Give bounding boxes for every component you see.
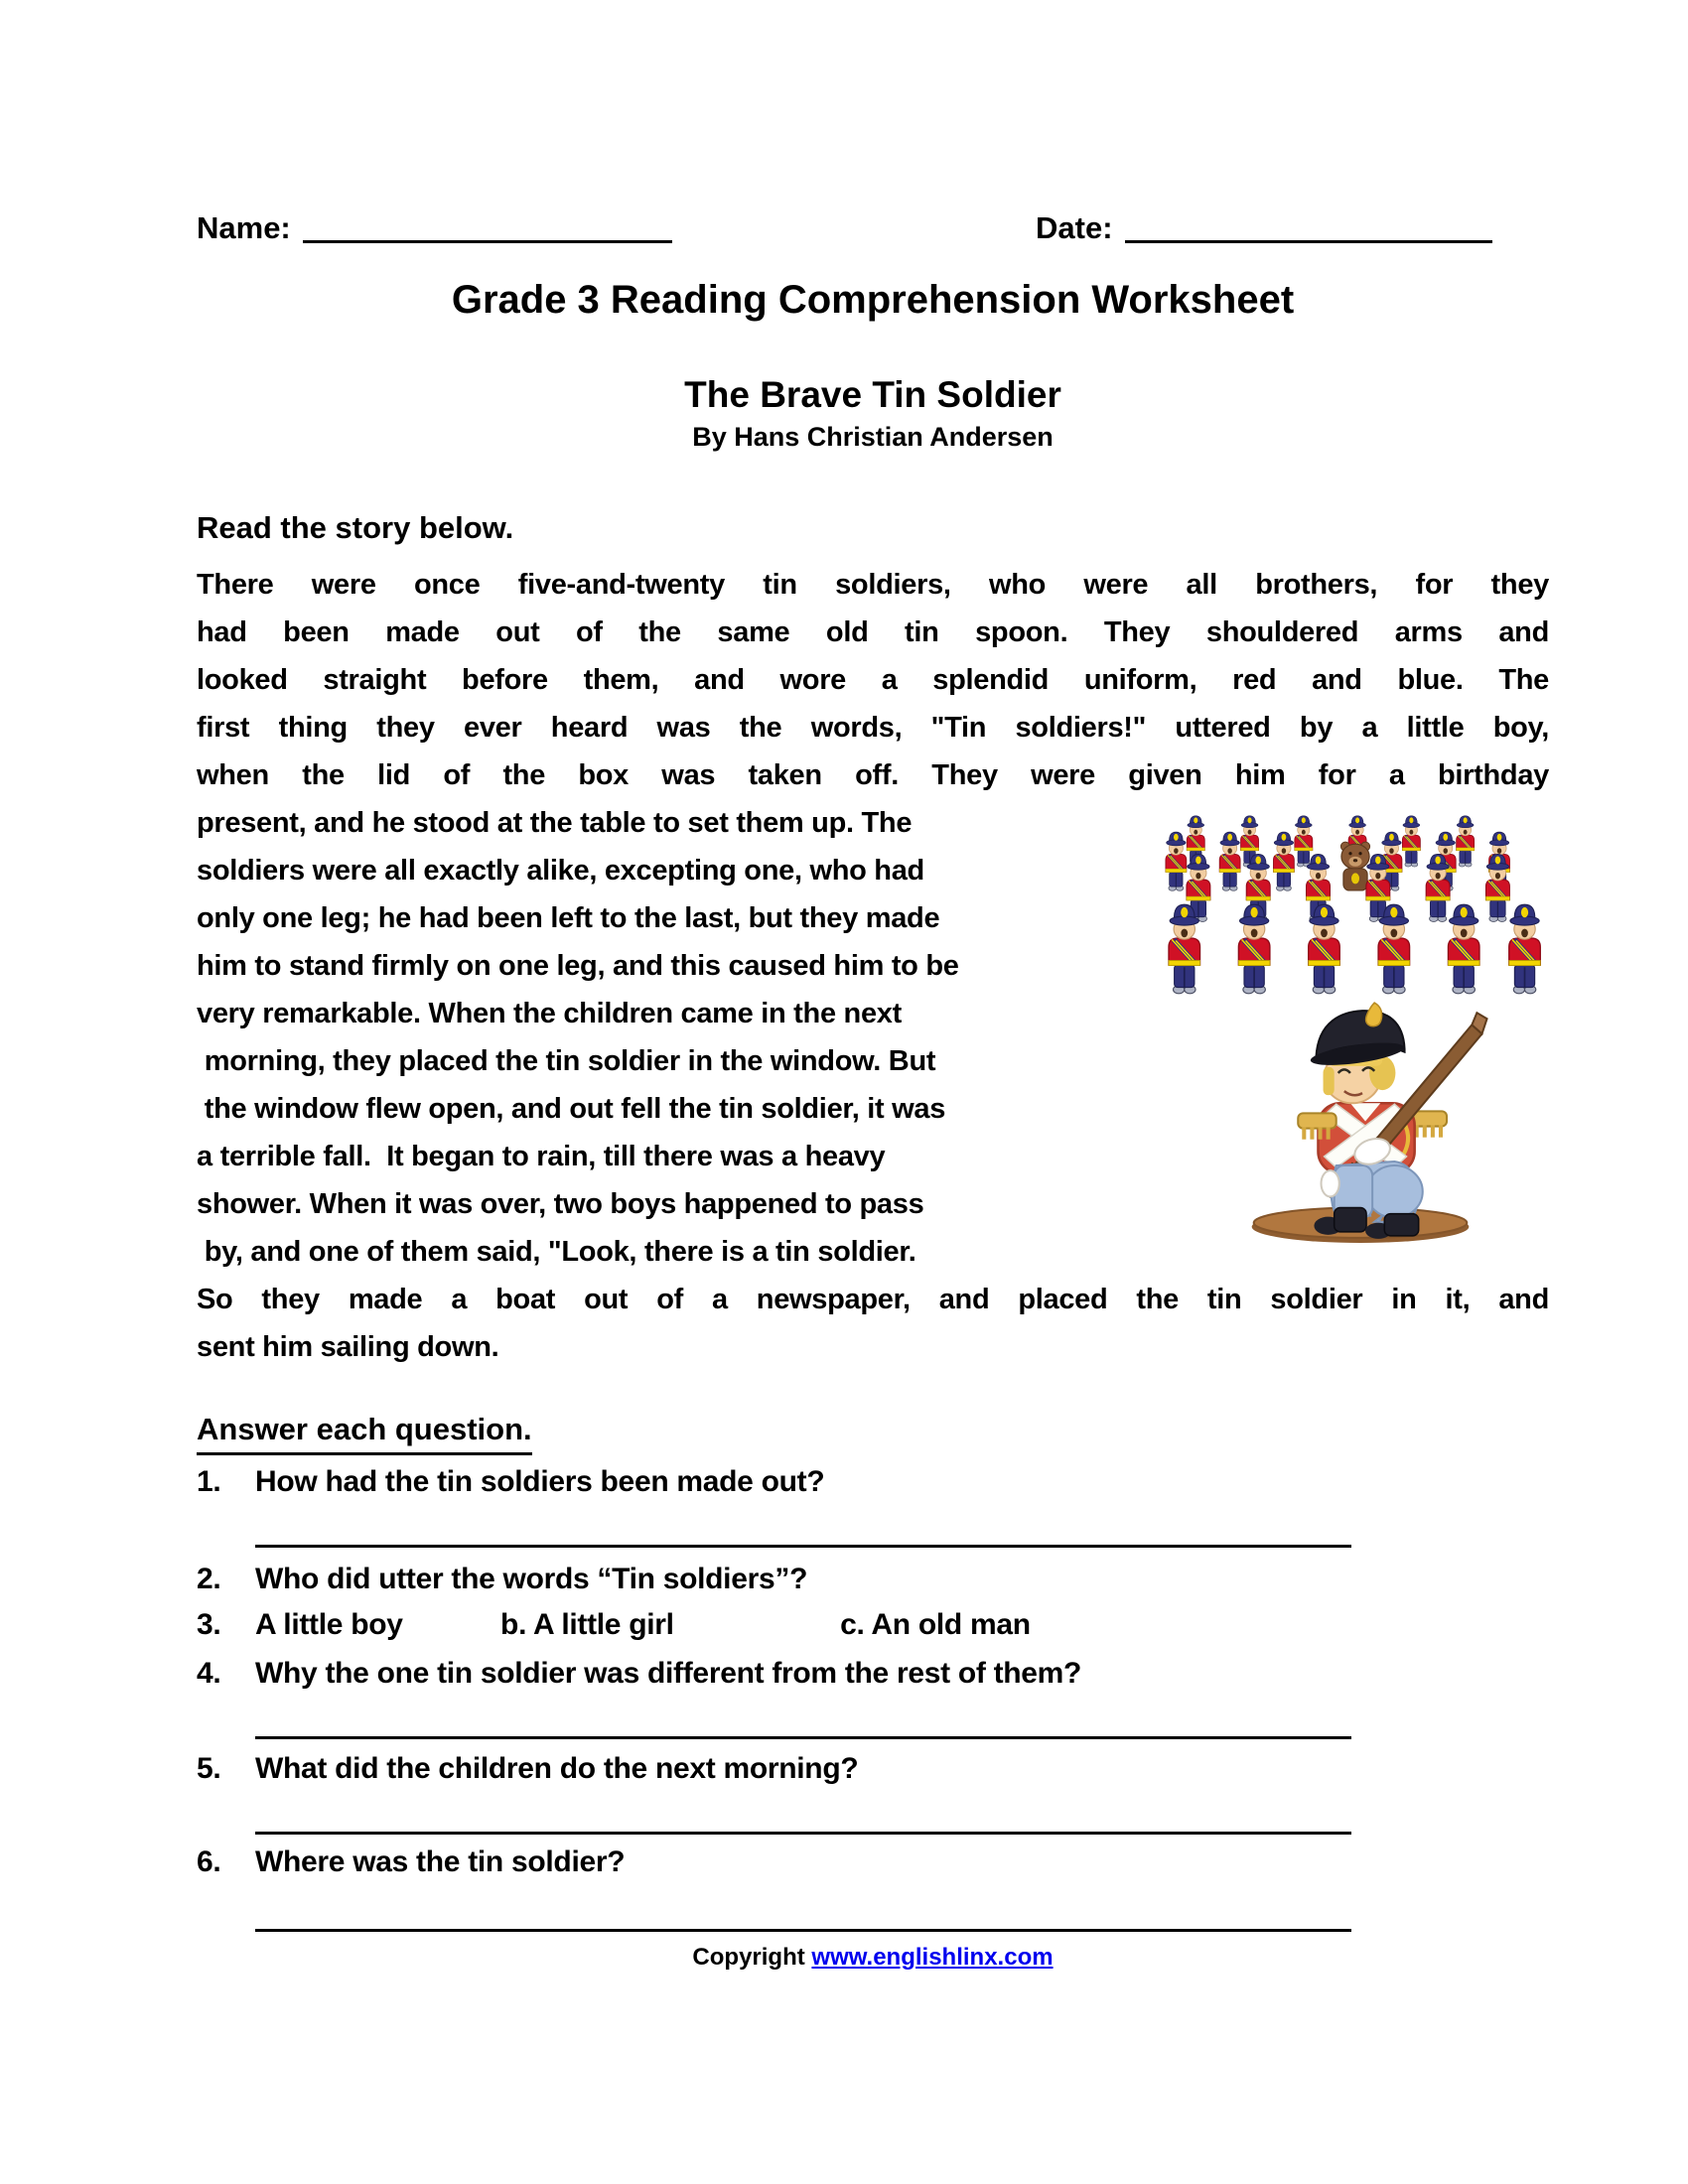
question-item-5 bbox=[197, 1747, 1549, 1791]
answer-line bbox=[255, 1736, 1351, 1739]
question-number: 6. bbox=[197, 1845, 221, 1878]
option-b: b. A little girl bbox=[500, 1608, 674, 1641]
question-number: 1. bbox=[197, 1465, 221, 1498]
story-line: looked straight before them, and wore a splendid uniform, red and blue. The bbox=[197, 664, 1549, 696]
question-item-3-options bbox=[197, 1603, 1549, 1647]
name-blank-line bbox=[303, 210, 672, 243]
story-title: The Brave Tin Soldier bbox=[684, 374, 1061, 415]
answer-line bbox=[255, 1545, 1351, 1548]
question-number: 4. bbox=[197, 1657, 221, 1690]
tin-soldier-illustration bbox=[1223, 999, 1497, 1245]
name-label: Name: bbox=[197, 210, 291, 245]
answer-line bbox=[255, 1832, 1351, 1835]
question-text: Where was the tin soldier? bbox=[255, 1845, 626, 1878]
question-item-1 bbox=[197, 1460, 1549, 1504]
story-line: only one leg; he had been left to the last, but they made bbox=[197, 902, 940, 934]
date-label: Date: bbox=[1036, 210, 1113, 245]
option-a: A little boy bbox=[255, 1608, 403, 1641]
question-number: 5. bbox=[197, 1752, 221, 1785]
teddy-bear-icon bbox=[1340, 842, 1369, 890]
story-byline: By Hans Christian Andersen bbox=[692, 422, 1054, 452]
story-line: him to stand firmly on one leg, and this caused him to be bbox=[197, 950, 959, 982]
question-text: What did the children do the next morning? bbox=[255, 1752, 859, 1785]
story-line: very remarkable. When the children came in the next bbox=[197, 998, 902, 1029]
date-field-row bbox=[1036, 205, 1492, 248]
question-text: Who did utter the words “Tin soldiers”? bbox=[255, 1563, 808, 1595]
option-c: c. An old man bbox=[840, 1608, 1031, 1641]
story-line: soldiers were all exactly alike, excepting one, who had bbox=[197, 855, 924, 887]
answer-line bbox=[255, 1929, 1351, 1932]
question-item-4 bbox=[197, 1652, 1549, 1696]
question-text: How had the tin soldiers been made out? bbox=[255, 1465, 825, 1498]
story-line: had been made out of the same old tin spoon. They shouldered arms and bbox=[197, 616, 1549, 648]
question-number: 3. bbox=[197, 1608, 221, 1641]
story-line: So they made a boat out of a newspaper, and placed the tin soldier in it, and bbox=[197, 1284, 1549, 1315]
page-title: Grade 3 Reading Comprehension Worksheet bbox=[451, 278, 1295, 322]
story-line: morning, they placed the tin soldier in the window. But bbox=[197, 1045, 936, 1077]
story-line: by, and one of them said, "Look, there is a tin soldier. bbox=[197, 1236, 916, 1268]
question-text: Why the one tin soldier was different from the rest of them? bbox=[255, 1657, 1082, 1690]
copyright-link[interactable]: www.englishlinx.com bbox=[811, 1944, 1054, 1971]
answer-options-row bbox=[255, 1603, 1549, 1647]
question-number: 2. bbox=[197, 1563, 221, 1595]
name-field-row bbox=[197, 205, 672, 248]
story-line: a terrible fall. It began to rain, till there was a heavy bbox=[197, 1141, 886, 1172]
date-blank-line bbox=[1125, 210, 1492, 243]
story-line: first thing they ever heard was the words, "Tin soldiers!" uttered by a little boy, bbox=[197, 712, 1549, 744]
story-line: when the lid of the box was taken off. They were given him for a birthday bbox=[197, 759, 1549, 791]
story-line: present, and he stood at the table to set them up. The bbox=[197, 807, 913, 839]
read-story-instruction: Read the story below. bbox=[197, 510, 514, 545]
answer-questions-heading: Answer each question. bbox=[197, 1410, 532, 1455]
story-line: There were once five-and-twenty tin soldiers, who were all brothers, for they bbox=[197, 569, 1549, 601]
tin-soldiers-group-illustration bbox=[1160, 812, 1549, 1001]
story-line: sent him sailing down. bbox=[197, 1331, 499, 1363]
story-line: the window flew open, and out fell the tin soldier, it was bbox=[197, 1093, 946, 1125]
copyright-label: Copyright bbox=[692, 1944, 812, 1971]
copyright-row bbox=[197, 1942, 1549, 1974]
question-item-6 bbox=[197, 1841, 1549, 1884]
question-item-2 bbox=[197, 1558, 1549, 1601]
story-line: shower. When it was over, two boys happened to pass bbox=[197, 1188, 924, 1220]
